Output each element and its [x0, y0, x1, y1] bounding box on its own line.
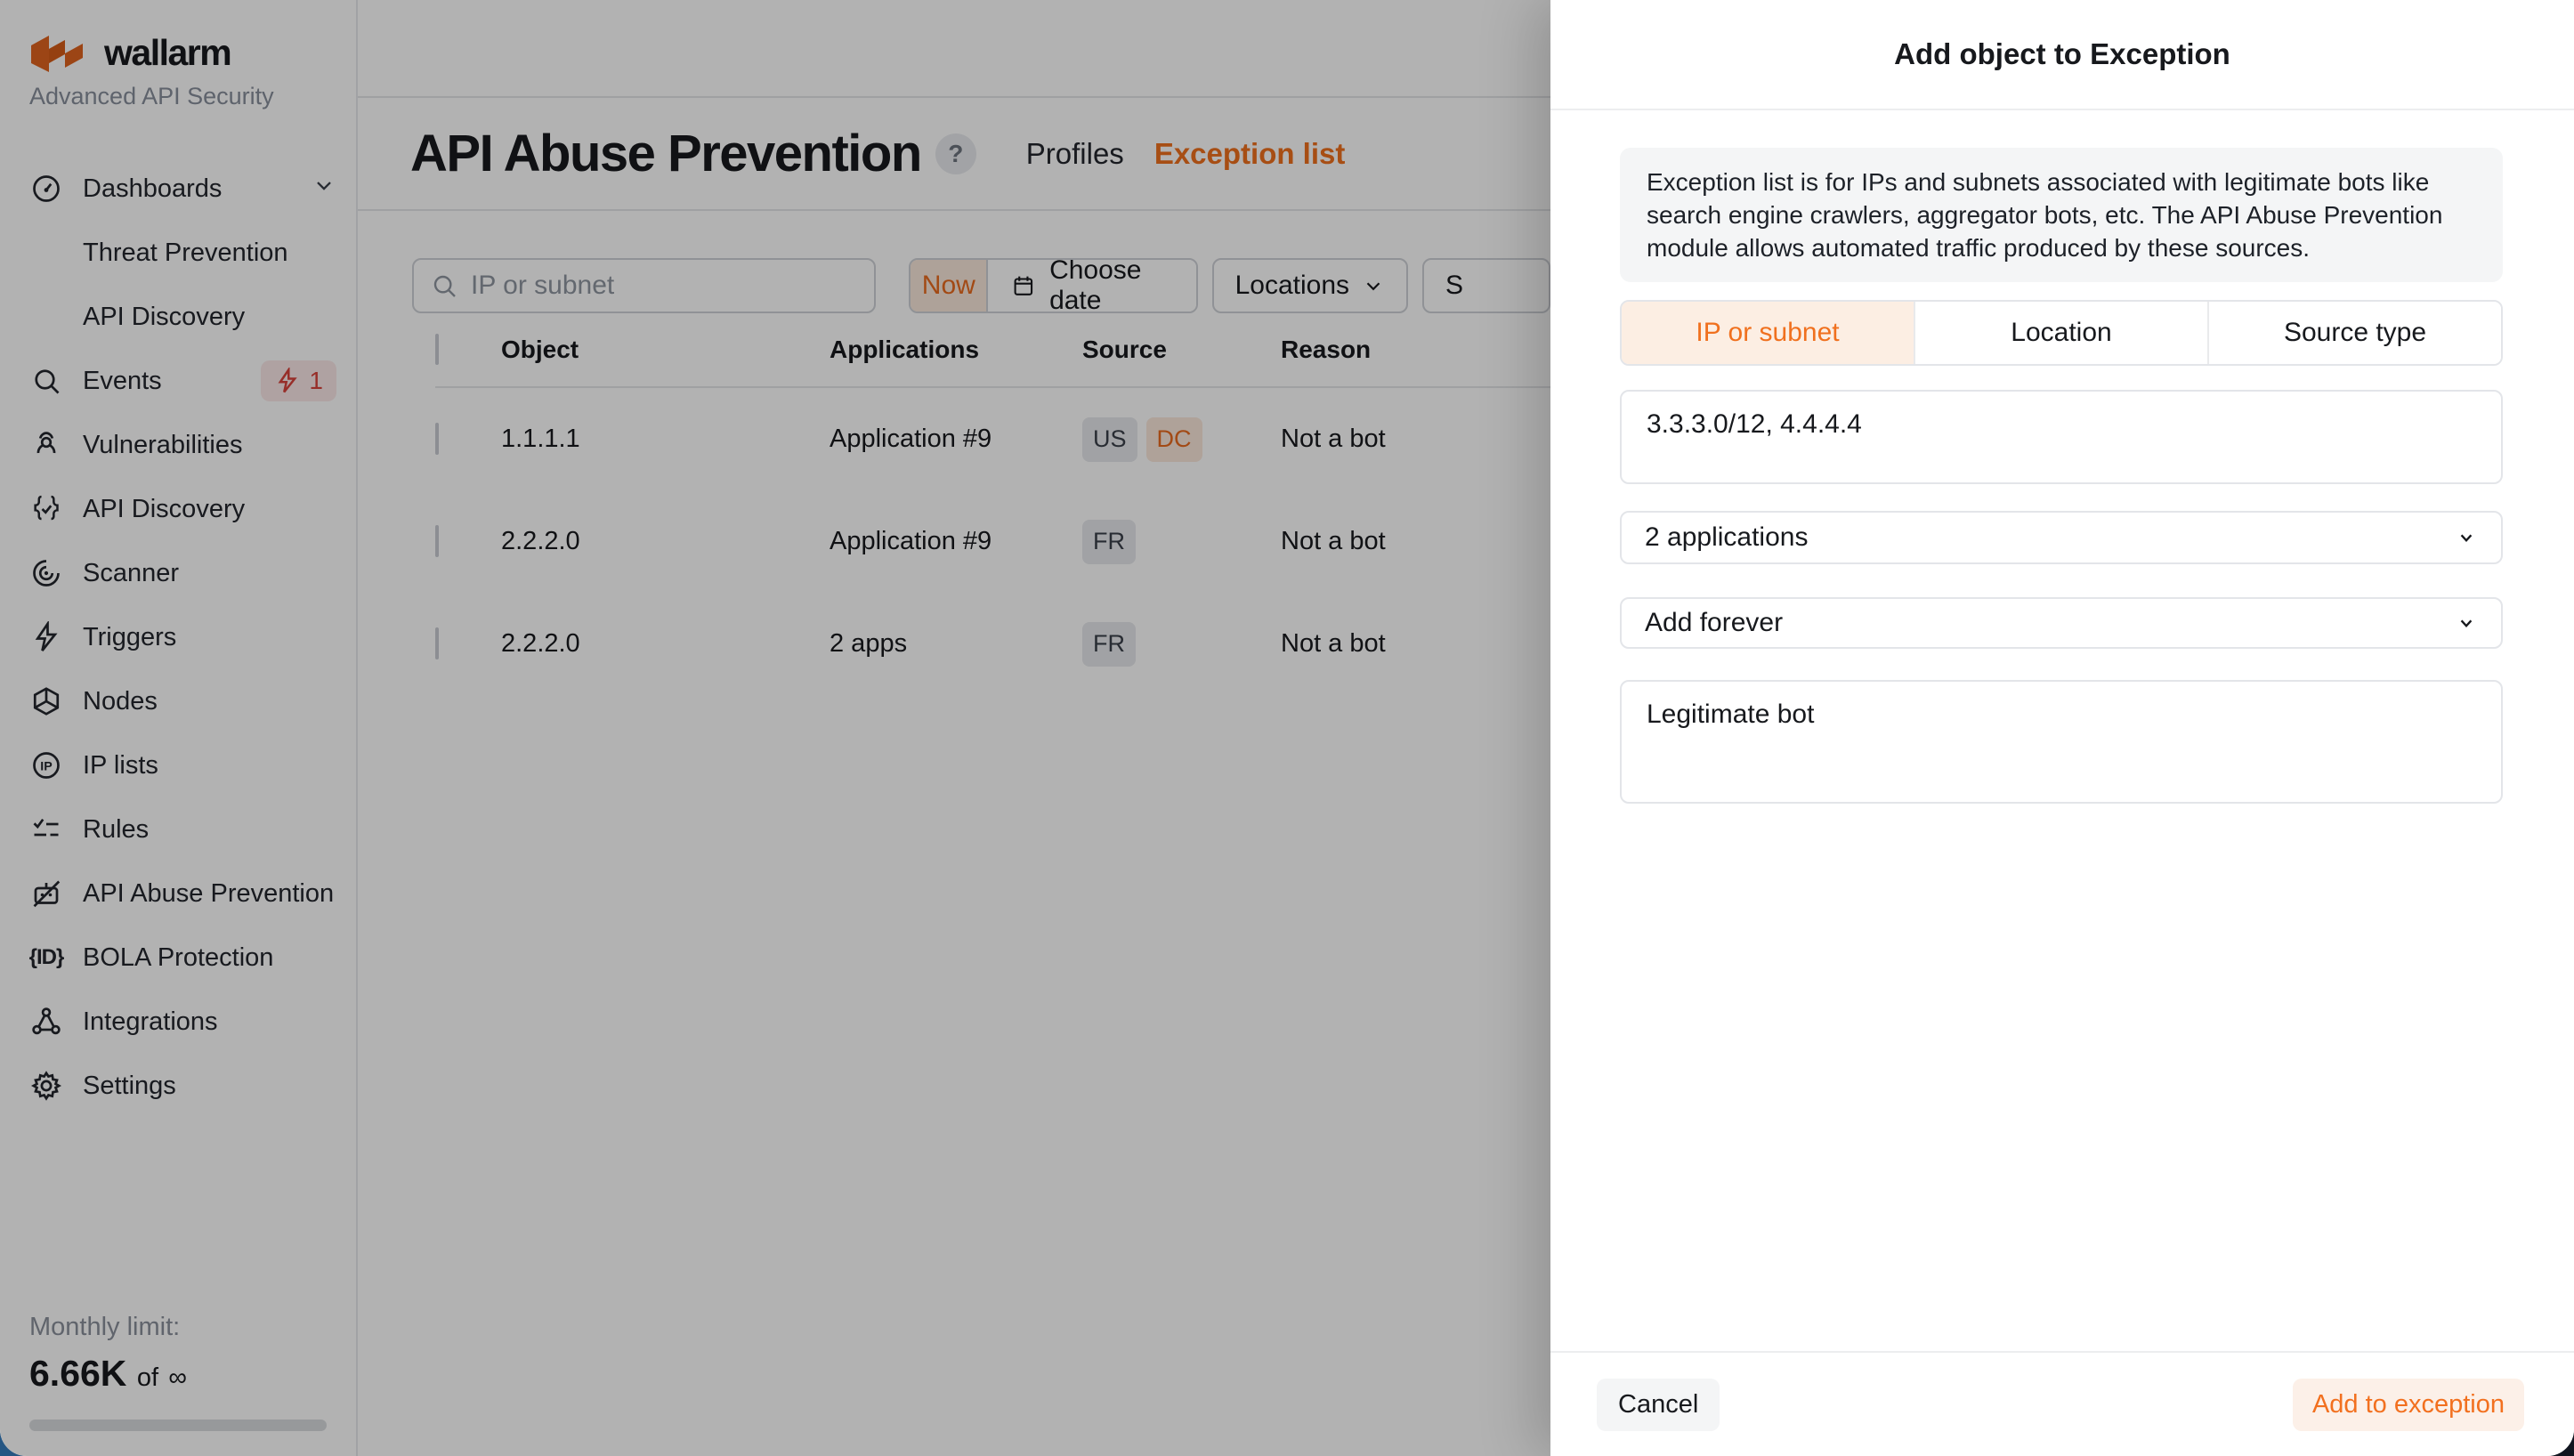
- monthly-used: 6.66K: [29, 1353, 127, 1394]
- page-title: API Abuse Prevention: [410, 125, 921, 182]
- now-button[interactable]: Now: [911, 260, 988, 311]
- choose-date-label: Choose date: [1049, 258, 1142, 313]
- tab-source-type[interactable]: Source type: [2209, 302, 2501, 364]
- cell-object: 2.2.2.0: [501, 629, 580, 658]
- locations-label: Locations: [1234, 271, 1350, 300]
- tab-location[interactable]: Location: [1915, 302, 2209, 364]
- tab-ip-or-subnet[interactable]: IP or subnet: [1622, 302, 1915, 364]
- sidebar-item-label: IP lists: [83, 750, 158, 780]
- id-braces-icon: {ID}: [28, 945, 64, 969]
- sidebar-item-label: Nodes: [83, 686, 158, 716]
- object-type-tabs: [1620, 300, 2503, 366]
- cell-reason: Not a bot: [1281, 527, 1386, 555]
- svg-text:IP: IP: [40, 759, 53, 774]
- applications-select[interactable]: [1620, 511, 2503, 564]
- drawer-footer: [1550, 1351, 2574, 1456]
- logo-text: wallarm: [104, 32, 231, 73]
- applications-select-value: 2 applications: [1645, 522, 1809, 552]
- sidebar-item-label: Rules: [83, 814, 150, 844]
- help-icon[interactable]: ?: [935, 133, 976, 174]
- drawer-title: Add object to Exception: [1550, 0, 2574, 110]
- country-badge: US: [1082, 417, 1137, 462]
- country-badge: FR: [1082, 520, 1136, 564]
- sidebar-item-label: API Discovery: [83, 494, 246, 523]
- tab-profiles[interactable]: Profiles: [1025, 136, 1124, 170]
- duration-select-value: Add forever: [1645, 608, 1784, 637]
- cell-object: 2.2.2.0: [501, 527, 580, 555]
- country-badge: FR: [1082, 622, 1136, 667]
- sidebar-item-label: API Abuse Prevention: [83, 878, 335, 908]
- sidebar-item-label: Events: [83, 366, 162, 395]
- monthly-of: of: [136, 1363, 159, 1392]
- sidebar-item-label: BOLA Protection: [83, 942, 274, 972]
- add-exception-drawer: [1550, 0, 2574, 1456]
- column-reason: Reason: [1281, 336, 1372, 363]
- exception-description: Exception list is for IPs and subnets associated with legitimate bots like search engine crawlers, aggregator bots, etc. The API Abuse Prevention module allows automated traffic produced by these sources.: [1620, 148, 2503, 282]
- cell-applications: 2 apps: [830, 629, 908, 658]
- cell-reason: Not a bot: [1281, 425, 1386, 453]
- cancel-button[interactable]: Cancel: [1597, 1379, 1720, 1431]
- monthly-limit-label: Monthly limit:: [29, 1313, 181, 1341]
- source-type-label-cut: S: [1445, 271, 1464, 300]
- sidebar-item-label: Scanner: [83, 558, 180, 587]
- ip-subnet-input[interactable]: [1620, 390, 2503, 484]
- sidebar-item-label: Threat Prevention: [83, 238, 288, 267]
- sidebar-item-label: Dashboards: [83, 174, 223, 203]
- column-source: Source: [1082, 336, 1167, 363]
- chevron-down-icon: [2455, 611, 2478, 635]
- monthly-total: ∞: [168, 1363, 188, 1392]
- add-to-exception-button[interactable]: Add to exception: [2293, 1379, 2524, 1431]
- reason-input[interactable]: [1620, 680, 2503, 804]
- events-count: 1: [309, 367, 323, 394]
- drawer-body: [1550, 110, 2574, 1351]
- sidebar-item-label: Vulnerabilities: [83, 430, 243, 459]
- cell-reason: Not a bot: [1281, 629, 1386, 658]
- duration-select[interactable]: [1620, 597, 2503, 649]
- sidebar-item-label: API Discovery: [83, 302, 246, 331]
- tab-exception-list[interactable]: Exception list: [1153, 136, 1346, 170]
- cell-applications: Application #9: [830, 425, 992, 453]
- datacenter-badge: DC: [1146, 417, 1202, 462]
- sidebar-item-label: Settings: [83, 1071, 176, 1100]
- sidebar-item-label: Triggers: [83, 622, 177, 651]
- sidebar-item-label: Integrations: [83, 1007, 218, 1036]
- cell-applications: Application #9: [830, 527, 992, 555]
- product-name: Advanced API Security: [29, 83, 274, 109]
- cell-object: 1.1.1.1: [501, 425, 580, 453]
- column-applications: Applications: [830, 336, 980, 363]
- chevron-down-icon: [2455, 526, 2478, 549]
- column-object: Object: [501, 336, 579, 363]
